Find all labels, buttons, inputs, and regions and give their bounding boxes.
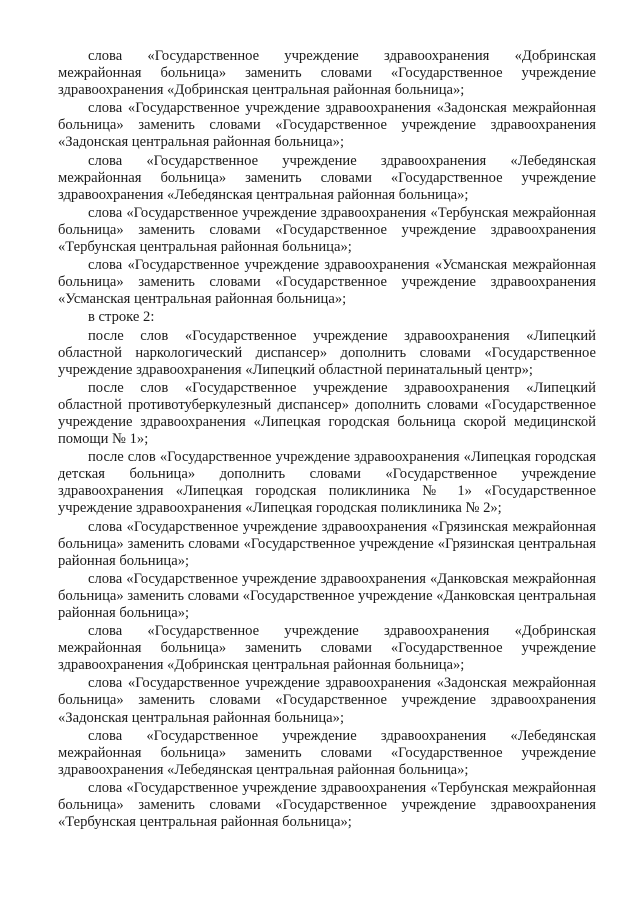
paragraph-5: слова «Государственное учреждение здравоохранения «Усманская межрайонная больница» заменить словами «Государственное учреждение здравоохранения «Усманская центральная районная больница»; — [58, 257, 596, 308]
paragraph-2: слова «Государственное учреждение здравоохранения «Задонская межрайонная больница» заменить словами «Государственное учреждение здравоохранения «Задонская центральная районная больница»; — [58, 100, 596, 151]
paragraph-15: слова «Государственное учреждение здравоохранения «Тербунская межрайонная больница» заменить словами «Государственное учреждение здравоохранения «Тербунская центральная районная больница»; — [58, 779, 596, 831]
paragraph-13: слова «Государственное учреждение здравоохранения «Задонская межрайонная больница» заменить словами «Государственное учреждение здравоохранения «Задонская центральная районная больница»; — [58, 675, 596, 726]
paragraph-14: слова «Государственное учреждение здравоохранения «Лебедянская межрайонная больница» заменить словами «Государственное учреждение здравоохранения «Лебедянская центральная районная больница»; — [58, 727, 596, 778]
paragraph-3: слова «Государственное учреждение здравоохранения «Лебедянская межрайонная больница» заменить словами «Государственное учреждение здравоохранения «Лебедянская центральная районная больница»; — [58, 152, 596, 203]
paragraph-11: слова «Государственное учреждение здравоохранения «Данковская межрайонная больница» заменить словами «Государственное учреждение «Данковская центральная районная больница»; — [58, 570, 596, 621]
paragraph-8: после слов «Государственное учреждение здравоохранения «Липецкий областной противотуберкулезный диспансер» дополнить словами «Государственное учреждение здравоохранения «Липецкая городская больница скорой медицинской помощи № 1»; — [58, 379, 596, 448]
paragraph-7: после слов «Государственное учреждение здравоохранения «Липецкий областной наркологический диспансер» дополнить словами «Государственное учреждение здравоохранения «Липецкий областной перинатальный центр»; — [58, 327, 596, 378]
paragraph-1: слова «Государственное учреждение здравоохранения «Добринская межрайонная больница» заменить словами «Государственное учреждение здравоохранения «Добринская центральная районная больница»; — [58, 48, 596, 99]
paragraph-6: в строке 2: — [88, 309, 155, 326]
paragraph-10: слова «Государственное учреждение здравоохранения «Грязинская межрайонная больница» заменить словами «Государственное учреждение «Грязинская центральная районная больница»; — [58, 518, 596, 569]
paragraph-4: слова «Государственное учреждение здравоохранения «Тербунская межрайонная больница» заменить словами «Государственное учреждение здравоохранения «Тербунская центральная районная больница»; — [58, 204, 596, 256]
paragraph-12: слова «Государственное учреждение здравоохранения «Добринская межрайонная больница» заменить словами «Государственное учреждение здравоохранения «Добринская центральная районная больница»; — [58, 623, 596, 674]
paragraph-9: после слов «Государственное учреждение здравоохранения «Липецкая городская детская больница» дополнить словами «Государственное учреждение здравоохранения «Липецкая городская поликлиника № 1» «Государственное учреждение здравоохранения «Липецкая городская поликлиника № 2»; — [58, 449, 596, 517]
